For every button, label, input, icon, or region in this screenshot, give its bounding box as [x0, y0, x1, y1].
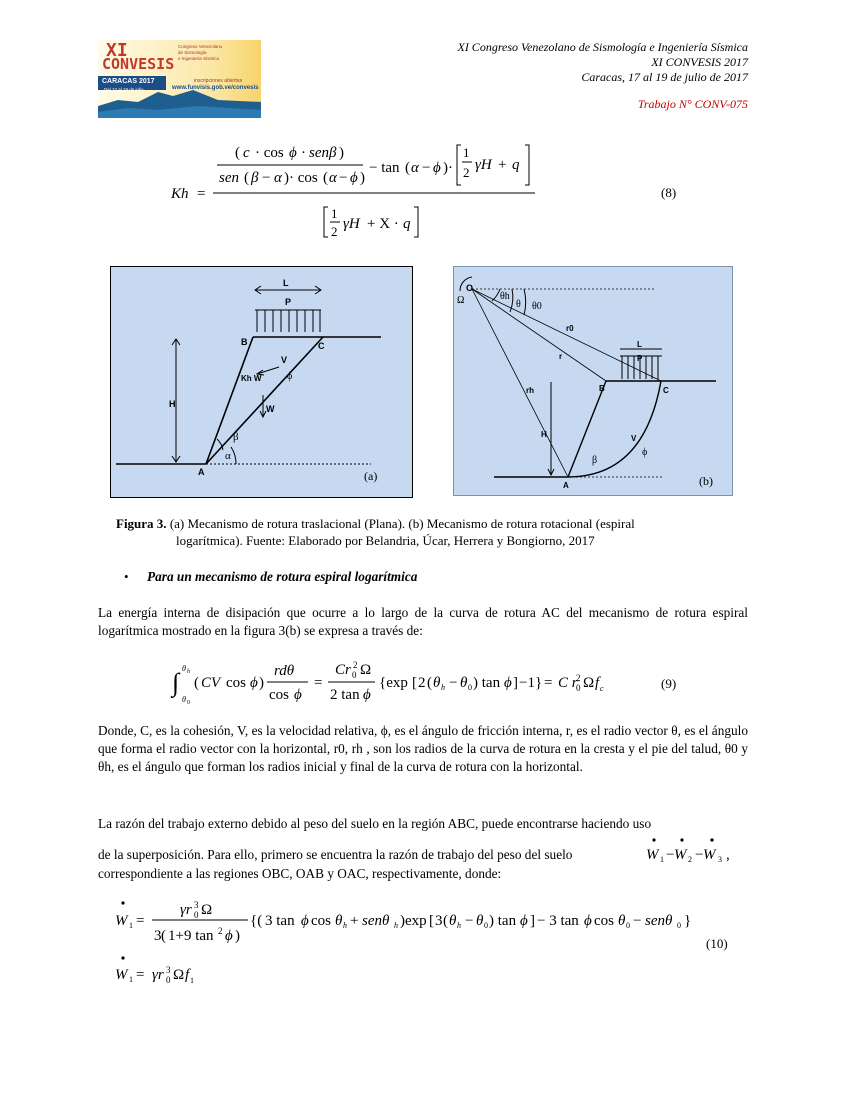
svg-text:Ω: Ω: [583, 675, 595, 691]
fig3a-W: W: [266, 404, 275, 414]
logo-url: www.funvisis.gob.ve/convesis: [172, 85, 259, 91]
svg-text:θ: θ: [460, 675, 468, 691]
fig3a-phi: ϕ: [287, 371, 293, 382]
svg-text:0: 0: [352, 670, 357, 680]
svg-text:)· cos: )· cos: [284, 170, 318, 186]
svg-text:θ: θ: [335, 913, 343, 929]
fig3a-P: P: [285, 297, 292, 307]
svg-text:W: W: [703, 847, 716, 863]
svg-text:2: 2: [576, 673, 581, 683]
svg-text:1: 1: [129, 975, 133, 984]
svg-text:γr: γr: [152, 967, 164, 983]
svg-text:ϕ: ϕ: [350, 170, 358, 186]
logo-name: CONVESIS: [102, 55, 175, 73]
equation-10: [110, 895, 710, 990]
svg-text:0: 0: [194, 910, 199, 920]
svg-text:]: ]: [530, 913, 535, 929]
svg-text:−: −: [695, 847, 704, 863]
svg-text:=: =: [544, 675, 553, 691]
svg-text:(: (: [194, 675, 199, 691]
svg-text:−: −: [262, 170, 271, 186]
svg-text:−1}: −1}: [519, 675, 543, 691]
svg-text:cos: cos: [594, 913, 614, 929]
svg-text:−: −: [339, 170, 348, 186]
svg-text:θ: θ: [433, 675, 441, 691]
svg-text:2 tan: 2 tan: [330, 687, 360, 703]
svg-text:[: [: [412, 675, 417, 691]
svg-text:(: (: [427, 675, 432, 691]
svg-text:2: 2: [688, 855, 692, 864]
fig3b-r: r: [559, 352, 563, 361]
fig3b-Omega: Ω: [457, 295, 465, 306]
svg-text:θ: θ: [618, 913, 626, 929]
svg-text:)exp: )exp: [400, 913, 427, 929]
convesis-logo: [98, 40, 261, 118]
svg-text:0: 0: [187, 700, 190, 706]
svg-text:α: α: [274, 170, 282, 186]
svg-text:θ: θ: [449, 913, 457, 929]
svg-text:2: 2: [463, 165, 470, 180]
svg-text:ϕ: ϕ: [433, 160, 441, 176]
svg-text:): ): [360, 170, 365, 186]
eq9-number: (9): [661, 676, 677, 691]
svg-text:=: =: [197, 186, 206, 202]
svg-text:f: f: [185, 967, 190, 983]
svg-text:): ): [339, 145, 344, 161]
fig3b-L: L: [637, 340, 642, 349]
svg-text:(: (: [405, 160, 410, 176]
svg-text:ϕ: ϕ: [301, 913, 309, 929]
figure-3a-drawing: [111, 267, 412, 497]
svg-text:1+9 tan: 1+9 tan: [168, 928, 214, 944]
svg-text:2: 2: [218, 926, 223, 936]
svg-text:Cr: Cr: [335, 662, 351, 678]
fig3a-C: C: [318, 341, 325, 351]
svg-text:1: 1: [660, 855, 664, 864]
svg-text:q: q: [512, 157, 520, 173]
svg-text:senβ: senβ: [309, 145, 337, 161]
fig3a-label: (a): [364, 469, 378, 483]
svg-text:Ω: Ω: [173, 967, 185, 983]
svg-text:{exp: {exp: [379, 675, 408, 691]
svg-text:·: ·: [301, 145, 306, 161]
svg-text:3: 3: [154, 928, 162, 944]
fig3b-C: C: [663, 386, 669, 395]
header-line2: XI CONVESIS 2017: [651, 55, 748, 69]
svg-text:0: 0: [484, 921, 488, 930]
svg-text:−: −: [422, 160, 431, 176]
figure-3a: [110, 266, 413, 498]
caption-bold: Figura 3.: [116, 516, 167, 531]
equation-9: [170, 655, 620, 710]
svg-text:0: 0: [576, 683, 581, 693]
svg-text:=: =: [314, 675, 323, 691]
svg-text:senθ: senθ: [362, 913, 390, 929]
svg-text:1: 1: [463, 145, 470, 160]
svg-text:−: −: [465, 913, 474, 929]
svg-text:cos: cos: [226, 675, 246, 691]
fig3b-rh: rh: [526, 386, 534, 395]
svg-text:(: (: [443, 913, 448, 929]
paragraph-1: La energía interna de disipación que ocurre a lo largo de la curva de rotura AC del mecanismo de rotura espiral logarítmica mostrado en la figura 3(b) se expresa a través de:: [98, 605, 748, 638]
caption-text1: (a) Mecanismo de rotura traslacional (Plana). (b) Mecanismo de rotura rotacional (espiral: [166, 516, 635, 531]
fig3b-theta-h: θh: [500, 291, 510, 302]
fig3a-A: A: [198, 467, 205, 477]
svg-text:ϕ: ϕ: [584, 913, 592, 929]
svg-text:(: (: [235, 145, 240, 161]
svg-text:0: 0: [626, 921, 630, 930]
svg-text:+: +: [350, 913, 359, 929]
svg-text:γH: γH: [475, 157, 492, 173]
svg-text:Kh: Kh: [171, 186, 189, 202]
svg-text:q: q: [403, 216, 411, 232]
fig3b-label: (b): [699, 474, 713, 488]
fig3b-O: O: [466, 283, 474, 293]
svg-text:h: h: [343, 921, 347, 930]
svg-text:2: 2: [418, 675, 426, 691]
svg-text:=: =: [136, 967, 145, 983]
svg-text:γr: γr: [180, 902, 192, 918]
fig3a-L: L: [283, 278, 289, 288]
fig3a-H: H: [169, 399, 176, 409]
fig3b-A: A: [563, 481, 569, 490]
svg-text:(: (: [323, 170, 328, 186]
svg-text:ϕ: ϕ: [294, 687, 302, 703]
svg-text:1: 1: [129, 921, 133, 930]
svg-text:θ: θ: [182, 695, 186, 704]
svg-text:(: (: [244, 170, 249, 186]
svg-text:): ): [235, 928, 240, 944]
header-line1: XI Congreso Venezolano de Sismología e Ingeniería Sísmica: [457, 40, 748, 54]
svg-text:ϕ: ϕ: [289, 145, 297, 161]
svg-text:) tan: ) tan: [473, 675, 501, 691]
equation-8: [165, 135, 565, 245]
svg-text:cos: cos: [311, 913, 331, 929]
svg-text:(: (: [161, 928, 166, 944]
svg-text:−: −: [449, 675, 458, 691]
fig3b-V: V: [631, 434, 637, 443]
svg-text:3: 3: [435, 913, 443, 929]
fig3a-B: B: [241, 337, 248, 347]
eq10-number: (10): [706, 936, 728, 951]
logo-small3: e Ingeniería Sísmica: [178, 56, 220, 61]
svg-text:+ Χ ·: + Χ ·: [367, 216, 399, 232]
svg-text:f: f: [595, 675, 600, 691]
svg-text:h: h: [457, 921, 461, 930]
svg-text:3: 3: [194, 900, 199, 910]
bullet-marker: •: [124, 569, 129, 584]
logo-roman: XI: [106, 40, 128, 61]
svg-text:2: 2: [331, 224, 338, 239]
svg-text:ϕ: ϕ: [363, 687, 371, 703]
svg-text:CV: CV: [201, 675, 221, 691]
svg-text:}: }: [684, 913, 692, 929]
svg-text:· cos: · cos: [255, 145, 284, 161]
fig3b-beta: β: [592, 455, 598, 466]
paragraph-3b: de la superposición. Para ello, primero se encuentra la razón de trabajo del peso del suelo: [98, 847, 573, 862]
svg-text:h: h: [187, 669, 190, 675]
svg-text:θ: θ: [476, 913, 484, 929]
caption-line1: [116, 515, 756, 532]
fig3a-alpha: α: [225, 450, 231, 462]
fig3b-H: H: [541, 430, 547, 439]
svg-text:c: c: [600, 684, 604, 693]
svg-text:=: =: [136, 913, 145, 929]
paragraph-3c: correspondiente a las regiones OBC, OAB y OAC, respectivamente, donde:: [98, 866, 502, 881]
svg-text:3: 3: [166, 965, 171, 975]
fig3b-theta0: θ0: [532, 301, 542, 312]
svg-text:{(: {(: [250, 913, 263, 929]
fig3b-theta: θ: [516, 299, 521, 310]
svg-text:C r: C r: [558, 675, 578, 691]
svg-text:[: [: [429, 913, 434, 929]
svg-text:W: W: [115, 967, 128, 983]
fig3a-V: V: [281, 355, 288, 365]
bullet-heading: Para un mecanismo de rotura espiral logarítmica: [147, 569, 418, 584]
fig3a-KhW: Kh W: [241, 374, 262, 383]
fig3b-r0: r0: [566, 324, 574, 333]
svg-text:) tan: ) tan: [489, 913, 517, 929]
logo-city: CARACAS 2017: [102, 78, 155, 85]
svg-text:sen: sen: [219, 170, 239, 186]
svg-text:Ω: Ω: [360, 662, 372, 678]
svg-text:h: h: [394, 921, 398, 930]
svg-text:α: α: [411, 160, 419, 176]
svg-text:W: W: [646, 847, 659, 863]
svg-text:+: +: [498, 157, 507, 173]
svg-text:rdθ: rdθ: [274, 663, 295, 679]
svg-text:cos: cos: [269, 687, 289, 703]
svg-text:3 tan: 3 tan: [265, 913, 295, 929]
header-trabajo: Trabajo N° CONV-075: [637, 97, 748, 111]
svg-text:0: 0: [468, 683, 472, 692]
svg-text:]: ]: [513, 675, 518, 691]
svg-text:− tan: − tan: [369, 160, 400, 176]
svg-text:0: 0: [677, 921, 681, 930]
svg-text:0: 0: [166, 975, 171, 985]
svg-text:W: W: [115, 913, 128, 929]
header-line3: Caracas, 17 al 19 de julio de 2017: [581, 70, 748, 84]
svg-text:ϕ: ϕ: [504, 675, 512, 691]
svg-text:1: 1: [190, 976, 194, 985]
paragraph-3a: La razón del trabajo externo debido al peso del suelo en la región ABC, puede encontrarse haciendo uso: [98, 816, 652, 831]
logo-insc: inscripciones abiertas: [194, 78, 243, 84]
svg-text:1: 1: [331, 206, 338, 221]
caption-line2: logarítmica). Fuente: Elaborado por Belandria, Úcar, Herrera y Bongiorno, 2017: [176, 533, 595, 548]
figure-caption: [116, 515, 756, 549]
svg-text:γH: γH: [343, 216, 360, 232]
figure-3b-drawing: [454, 267, 732, 495]
paragraph-2: Donde, C, es la cohesión, V, es la velocidad relativa, ϕ, es el ángulo de fricción interna, r, es el radio vector θ, es el ángulo que forma el radio vector con la horizontal, r0, rh , son los radios de la curva de rotura en la cresta y el pie del talud, θ0 y θh, es el ángulo que forman los radios inicial y final de la curva de rotura con la horizontal.: [98, 723, 748, 774]
inline-w-terms: [640, 833, 752, 867]
svg-text:h: h: [441, 683, 445, 692]
svg-text:): ): [259, 675, 264, 691]
eq8-number: (8): [661, 185, 677, 200]
svg-text:senθ: senθ: [645, 913, 673, 929]
svg-text:,: ,: [726, 847, 730, 863]
svg-text:Ω: Ω: [201, 902, 213, 918]
fig3b-phi: ϕ: [642, 447, 648, 458]
logo-small2: de Sismología: [178, 50, 207, 55]
svg-text:−: −: [633, 913, 642, 929]
svg-text:ϕ: ϕ: [520, 913, 528, 929]
svg-text:θ: θ: [182, 664, 186, 673]
svg-text:c: c: [243, 145, 250, 161]
svg-text:ϕ: ϕ: [250, 675, 258, 691]
fig3b-B: B: [599, 384, 605, 393]
logo-small1: Congreso Venezolano: [178, 44, 223, 49]
svg-text:ϕ: ϕ: [225, 928, 233, 944]
svg-text:∫: ∫: [172, 668, 180, 697]
svg-text:− 3 tan: − 3 tan: [537, 913, 579, 929]
fig3b-P: P: [637, 354, 643, 363]
svg-text:β: β: [251, 170, 259, 186]
fig3a-beta: β: [233, 431, 239, 443]
svg-text:3: 3: [718, 855, 722, 864]
svg-text:W: W: [674, 847, 687, 863]
svg-text:)·: )·: [443, 160, 453, 176]
svg-text:α: α: [329, 170, 337, 186]
svg-text:−: −: [666, 847, 675, 863]
figure-3b: [453, 266, 733, 496]
svg-text:2: 2: [353, 660, 358, 670]
logo-dates: Del 17 al 19 de julio: [104, 87, 144, 92]
